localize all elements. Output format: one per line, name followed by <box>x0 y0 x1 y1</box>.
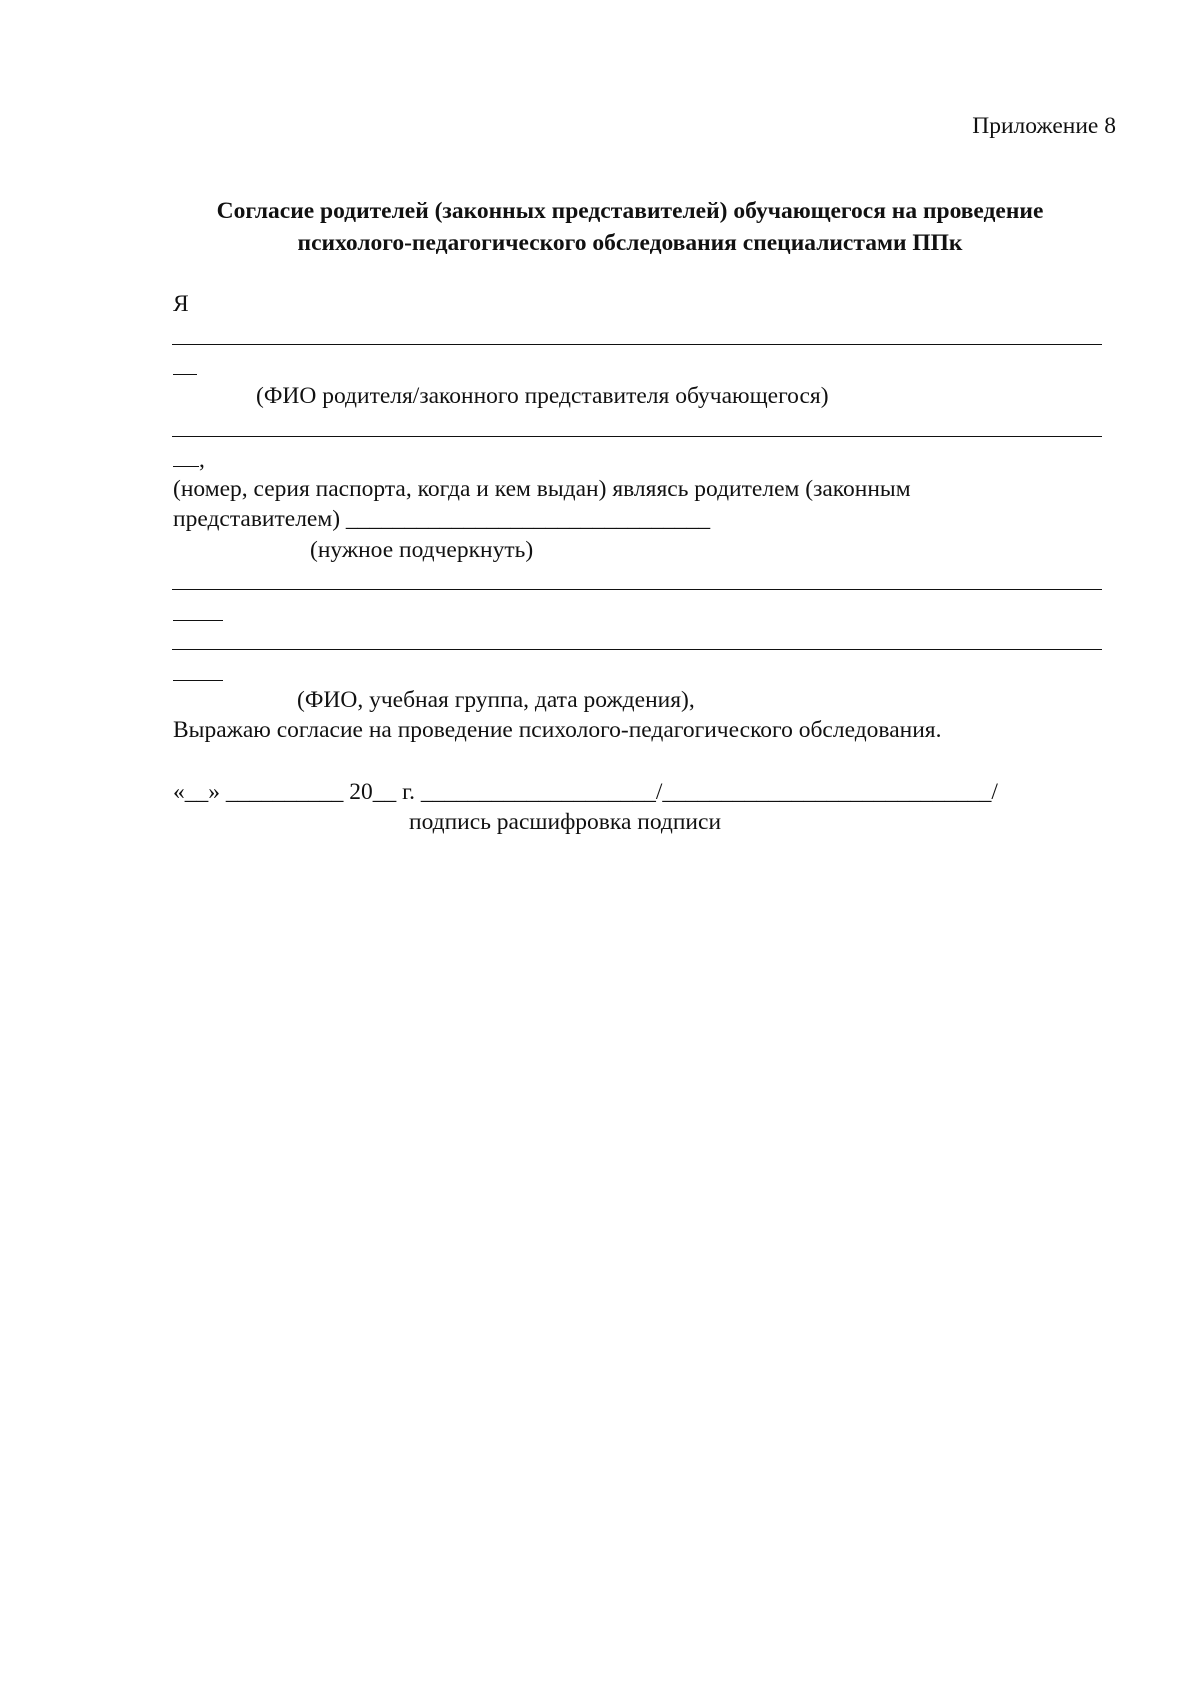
child-info-blank-continuation-1 <box>173 620 223 621</box>
caption-parent-fio: (ФИО родителя/законного представителя обучающегося) <box>256 383 829 409</box>
consent-statement: Выражаю согласие на проведение психолого-педагогического обследования. <box>173 717 942 743</box>
title-line-1: Согласие родителей (законных представителей) обучающегося на проведение <box>216 198 1044 224</box>
document-title <box>150 195 1110 259</box>
passport-text: (номер, серия паспорта, когда и кем выдан) являясь родителем (законным <box>173 476 911 502</box>
passport-blank-line[interactable] <box>172 436 1102 437</box>
child-info-blank-line-2[interactable] <box>172 649 1102 650</box>
appendix-label: Приложение 8 <box>972 113 1116 139</box>
comma-after-passport: , <box>199 447 205 473</box>
pronoun-i: Я <box>173 291 189 317</box>
child-info-blank-line-1[interactable] <box>172 589 1102 590</box>
underline-hint: (нужное подчеркнуть) <box>310 537 534 563</box>
caption-child-info: (ФИО, учебная группа, дата рождения), <box>297 687 695 713</box>
parent-name-blank-continuation <box>173 374 197 375</box>
title-line-2: психолого-педагогического обследования специалистами ППк <box>297 230 963 256</box>
date-signature-line[interactable]: «__» __________ 20__ г. ____________________/____________________________/ <box>173 779 998 805</box>
signature-caption: подпись расшифровка подписи <box>409 809 722 835</box>
passport-blank-continuation <box>173 466 199 467</box>
parent-name-blank-line[interactable] <box>172 344 1102 345</box>
representative-text: представителем) _______________________________ <box>173 506 711 532</box>
child-info-blank-continuation-2 <box>173 680 223 681</box>
